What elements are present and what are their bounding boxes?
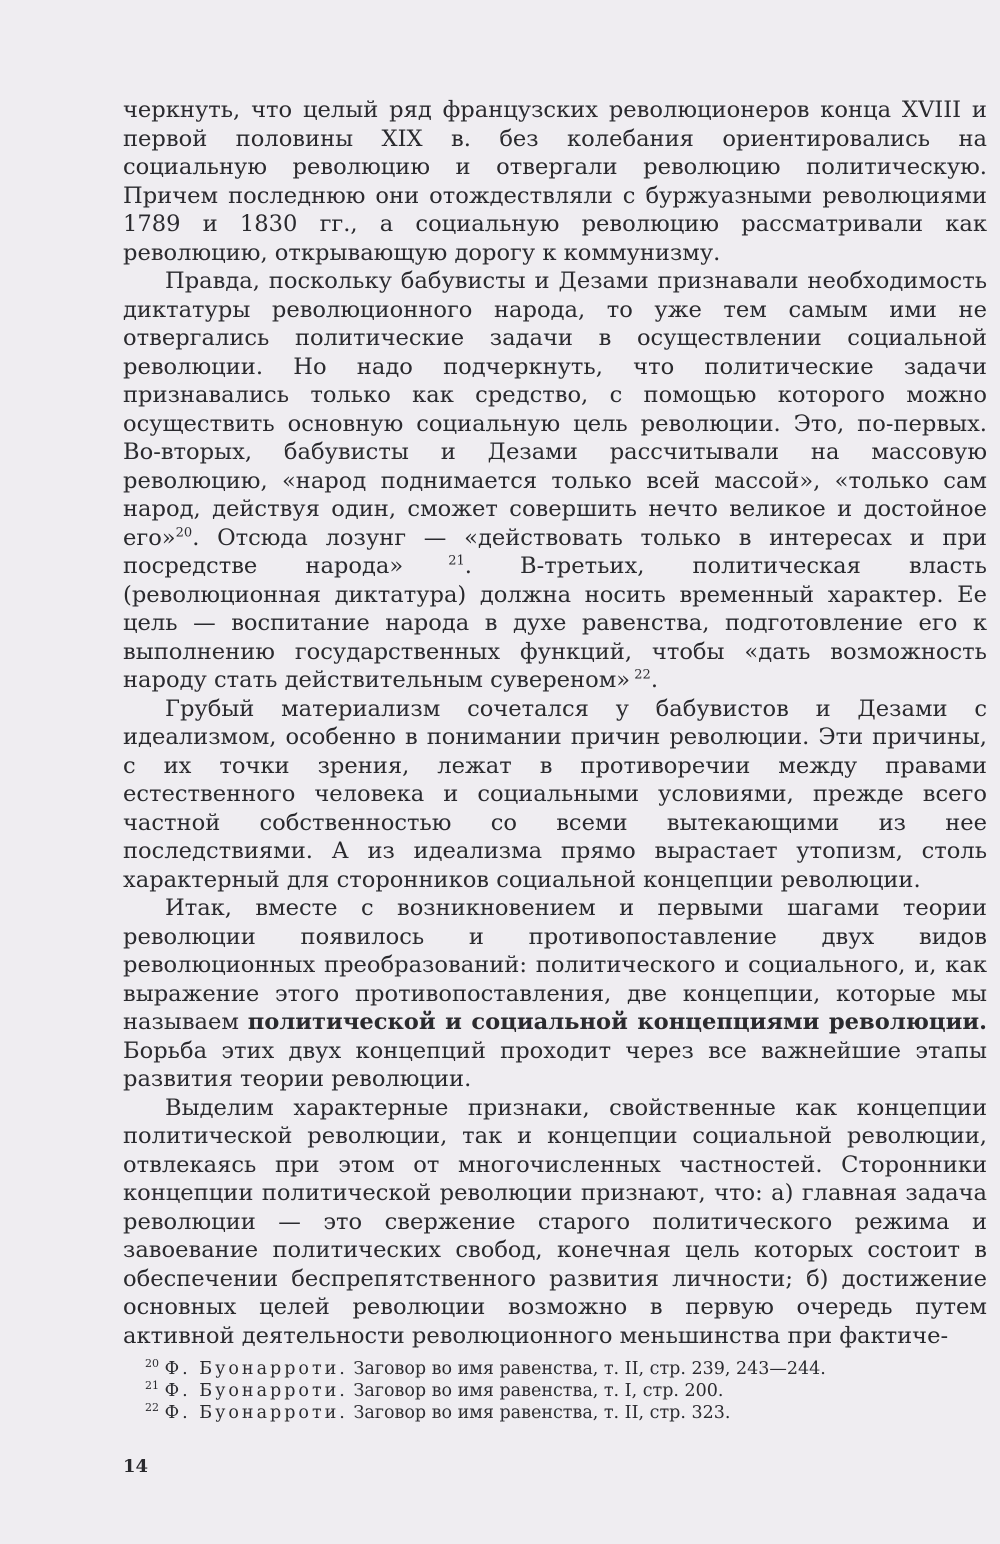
footnote-number: 22 (145, 1401, 159, 1415)
footnote-author: Ф. Буонарроти. (164, 1381, 348, 1401)
paragraph-text: Правда, поскольку бабувисты и Дезами признавали необходимость диктатуры революционного народа, то уже тем самым ими не отвергались политические задачи в осуществлении социальной революции. Но надо подчеркнуть, что политические задачи признавались только как средство, с помощью которого можно осуществить основную социальную цель революции. Это, по-первых. Во-вторых, бабувисты и Дезами рассчитывали на массовую революцию, «народ поднимается только всей массой», «только сам народ, действуя один, сможет совершить нечто великое и достойное его» (123, 268, 987, 551)
paragraph-1 (123, 96, 987, 267)
footnote-author: Ф. Буонарроти. (164, 1403, 348, 1423)
footnote-20 (123, 1358, 987, 1380)
footnote-text: Заговор во имя равенства, т. I, стр. 200. (353, 1381, 724, 1401)
footnote-21 (123, 1380, 987, 1402)
body-text (123, 96, 987, 1350)
paragraph-4 (123, 894, 987, 1094)
paragraph-text: Борьба этих двух концепций проходит через все важнейшие этапы развития теории революции. (123, 1037, 987, 1092)
footnote-text: Заговор во имя равенства, т. II, стр. 239, 243—244. (353, 1359, 826, 1379)
emphasized-text: политической и социальной концепциями революции. (247, 1009, 987, 1035)
paragraph-text: . (650, 667, 658, 693)
paragraph-text: Выделим характерные признаки, свойственные как концепции политической революции, так и концепции социальной революции, отвлекаясь при этом от многочисленных частностей. Сторонники концепции политической революции признают, что: а) главная задача революции — это свержение старого политического режима и завоевание политических свобод, конечная цель которых состоит в обеспечении беспрепятственного развития личности; б) достижение основных целей революции возможно в первую очередь путем активной деятельности революционного меньшинства при фактиче- (123, 1094, 987, 1349)
footnote-number: 21 (145, 1379, 159, 1393)
footnote-author: Ф. Буонарроти. (164, 1359, 348, 1379)
paragraph-text: Грубый материализм сочетался у бабувистов и Дезами с идеализмом, особенно в понимании причин революции. Эти причины, с их точки зрения, лежат в противоречии между правами естественного человека и социальными условиями, прежде всего частной собственностью со всеми вытекающими из нее последствиями. А из идеализма прямо вырастает утопизм, столь характерный для сторонников социальной концепции революции. (123, 695, 987, 893)
paragraph-5 (123, 1094, 987, 1351)
footnote-ref-21: 21 (403, 553, 465, 569)
footnote-text: Заговор во имя равенства, т. II, стр. 323. (353, 1403, 731, 1423)
paragraph-text: Итак, вместе с возникновением и первыми шагами теории революции появилось и противопоставление двух видов революционных преобразований: политического и социального, и, как выражение этого противопоставления, две концепции, которые мы называем (123, 895, 987, 1035)
paragraph-3 (123, 695, 987, 895)
paragraph-text: . В-третьих, политическая власть (революционная диктатура) должна носить временный характер. Ее цель — воспитание народа в духе равенства, подготовление его к выполнению государственных функций, чтобы «дать возможность народу стать действительным сувереном» (123, 553, 987, 693)
page-number: 14 (123, 1456, 149, 1477)
paragraph-text: . Отсюда лозунг — «действовать только в интересах и при посредстве народа» (123, 524, 987, 579)
footnote-number: 20 (145, 1357, 159, 1371)
footnote-ref-22: 22 (630, 667, 651, 683)
footnotes (123, 1358, 987, 1424)
footnote-22 (123, 1402, 987, 1424)
footnote-ref-20: 20 (175, 524, 193, 540)
paragraph-2 (123, 267, 987, 695)
paragraph-text: черкнуть, что целый ряд французских революционеров конца XVIII и первой половины XIX в. без колебания ориентировались на социальную революцию и отвергали революцию политическую. Причем последнюю они отождествляли с буржуазными революциями 1789 и 1830 гг., а социальную революцию рассматривали как революцию, открывающую дорогу к коммунизму. (123, 97, 987, 266)
